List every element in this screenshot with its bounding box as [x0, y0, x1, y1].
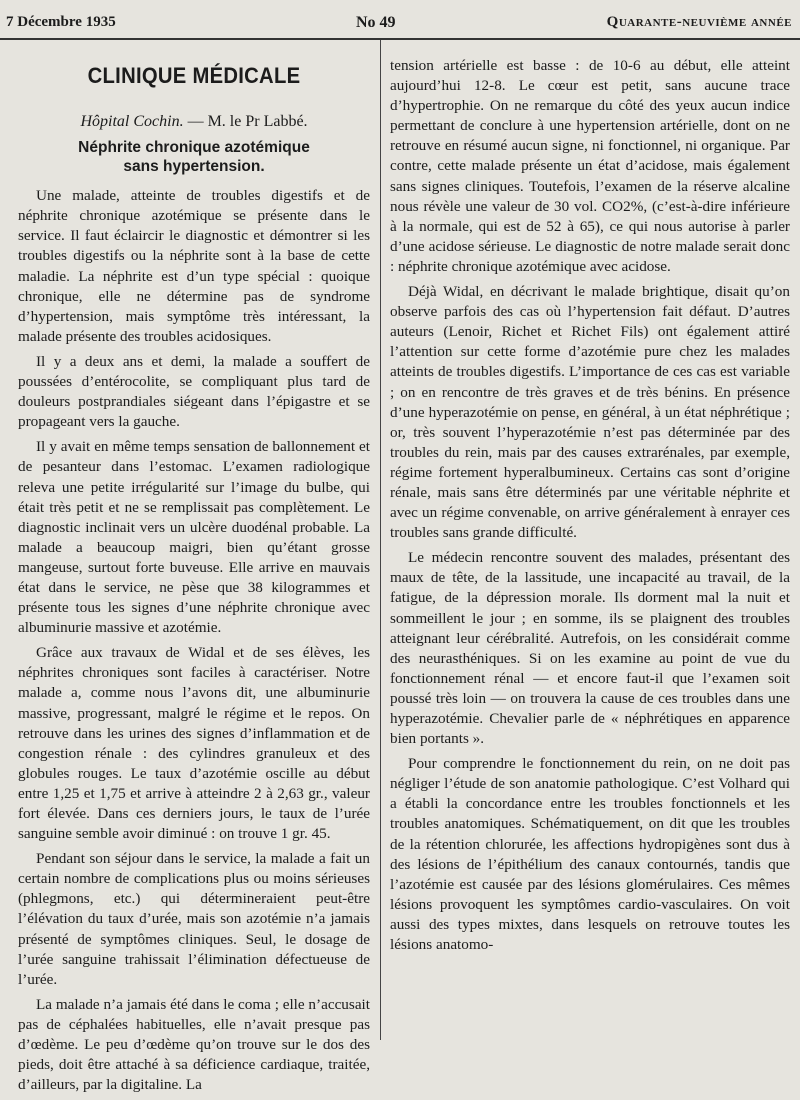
paragraph: Le médecin rencontre souvent des malades, présentant des maux de tête, de la lassitude, une incapacité au travail, de la fatigue, de la dépression morale. Ils dorment mal la nuit et sommeillent le jour ; en somme, ils se plaignent des troubles atteignant leur cérébralité. Autrefois, on les considérait comme des neurasthéniques. Si on les examine au point de vue du fonctionnement rénal — et encore faut-il que l’examen soit poussé très loin — on trouvera la cause de ces troubles dans une hyperazotémie. Chevalier parle de « néphrétiques en apparence bien portants ».	[390, 549, 790, 748]
column-divider	[380, 40, 381, 1040]
section-title: CLINIQUE MÉDICALE	[87, 63, 301, 88]
heading-line-2: sans hypertension.	[123, 158, 265, 176]
page-header	[0, 14, 800, 38]
paragraph: Pendant son séjour dans le service, la malade a fait un certain nombre de complications plus ou moins sérieuses (phlegmons, etc.) qui détermineraient peut-être l’élévation du taux d’urée, mais son azotémie n’a jamais présenté de symptômes cliniques. Seul, le dosage de l’urée sanguine trahissait l’élimination défectueuse de l’urée.	[18, 850, 370, 988]
hospital-name: Hôpital Cochin.	[80, 113, 184, 131]
publication-year: Quarante-neuvième année	[606, 14, 792, 30]
right-column	[390, 56, 790, 960]
paragraph: Il y a deux ans et demi, la malade a souffert de poussées d’entérocolite, se compliquant plus tard de douleurs postprandiales siégeant dans l’épigastre et se propageant vers la gauche.	[18, 352, 370, 431]
paragraph: Une malade, atteinte de troubles digestifs et de néphrite chronique azotémique se présente dans le service. Il faut éclaircir le diagnostic et démontrer si les troubles digestifs ou la néphrite sont à la base de cette maladie. La néphrite est d’un type spécial : quoique chronique, elle ne détermine pas de syndrome d’hypertension, mais symptôme très intéressant, la malade présente des troubles acidosiques.	[18, 187, 370, 345]
left-column	[18, 46, 370, 1100]
paragraph: Grâce aux travaux de Widal et de ses élèves, les néphrites chroniques sont faciles à caractériser. Notre malade a, comme nous l’avons dit, une albuminurie massive, progressant, malgré le régime et le repos. On retrouve dans les urines des signes d’inflammation et de congestion rénale : des cylindres granuleux et des globules rouges. Le taux d’azotémie oscille au début entre 1,25 et 1,75 et arrive à atteindre 2 à 2,63 gr., valeur fort élevée. Dans ces derniers jours, le taux de l’urée sanguine semble avoir diminué : on trouve 1 gr. 45.	[18, 644, 370, 843]
heading-line-1: Néphrite chronique azotémique	[78, 139, 310, 157]
paragraph: La malade n’a jamais été dans le coma ; elle n’accusait pas de céphalées habituelles, elle n’avait presque pas d’œdème. Le peu d’œdème qu’on trouve sur le dos des pieds, doit être attaché à sa déficience cardiaque, traitée, d’ailleurs, par la digitaline. La	[18, 995, 370, 1094]
paragraph: tension artérielle est basse : de 10-6 au début, elle atteint aujourd’hui 12-8. Le cœur est petit, sans aucune trace d’hypertrophie. On ne remarque du côté des yeux aucun indice permettant de conclure à une hypertension artérielle, dont on ne retrouve en résumé aucun signe, ni fonctionnel, ni organique. Par contre, cette malade présente un état d’acidose, mais également sans signes cliniques. Toutefois, l’examen de la réserve alcaline nous révèle une valeur de 30 vol. CO2%, (c’est-à-dire inférieure à la normale, qui est de 52 à 65), ce qui nous autorise à parler d’une acidose sérieuse. Le diagnostic de notre malade serait donc : néphrite chronique azotémique avec acidose.	[390, 57, 790, 275]
issue-date: 7 Décembre 1935	[6, 14, 116, 30]
author-name: — M. le Pr Labbé.	[183, 113, 308, 131]
paragraph: Pour comprendre le fonctionnement du rein, on ne doit pas négliger l’étude de son anatomie pathologique. C’est Volhard qui a établi la concordance entre les troubles fonctionnels et les troubles anatomiques. Schématiquement, on dit que les troubles de la rétention chlorurée, les affections hydropigènes sont dus à des lésions de l’épithélium des canaux contournés, tandis que l’azotémie est causée par des lésions glomérulaires. Ces mêmes lésions provoquent les symptômes cardio-vasculaires. On voit aussi des types mixtes, dans lesquels on retrouve toutes les lésions anatomo-	[390, 755, 790, 954]
paragraph: Il y avait en même temps sensation de ballonnement et de pesanteur dans l’estomac. L’examen radiologique releva une petite irrégularité sur l’image du bulbe, qui était très petit et ne se remplissait pas complètement. Le diagnostic inclinait vers un ulcère duodénal probable. La malade a beaucoup maigri, bien qu’étant grosse mangeuse, surtout forte buveuse. Elle arrive en mauvais état dans le service, ne pèse que 38 kilogrammes et présente tous les signes d’une néphrite chronique avec albuminurie massive et azotémie.	[18, 438, 370, 637]
paragraph: Déjà Widal, en décrivant le malade brightique, disait qu’on observe parfois des cas où l’hypertension fait défaut. D’autres auteurs (Lenoir, Richet et Richet Fils) ont également attiré l’attention sur cette forme d’azotémie pure chez les malades atteints de troubles digestifs. L’importance de ces cas est variable ; on en rencontre de très graves et de très bénins. En présence d’une hyperazotémie on pense, en général, à un état néphrétique ; or, très souvent l’hyperazotémie n’est pas déterminée par des troubles du rein, mais par des causes extrarénales, par exemple, régime fortement hyperalbumineux. Certains cas sont d’origine rénale, mais sans être déterminés par une véritable néphrite et avec un régime convenable, on arrive généralement à enrayer ces troubles sans grande difficulté.	[390, 283, 790, 542]
article-heading	[18, 138, 370, 176]
article-byline	[18, 112, 370, 132]
header-rule	[0, 38, 800, 40]
issue-number: No 49	[356, 14, 396, 31]
